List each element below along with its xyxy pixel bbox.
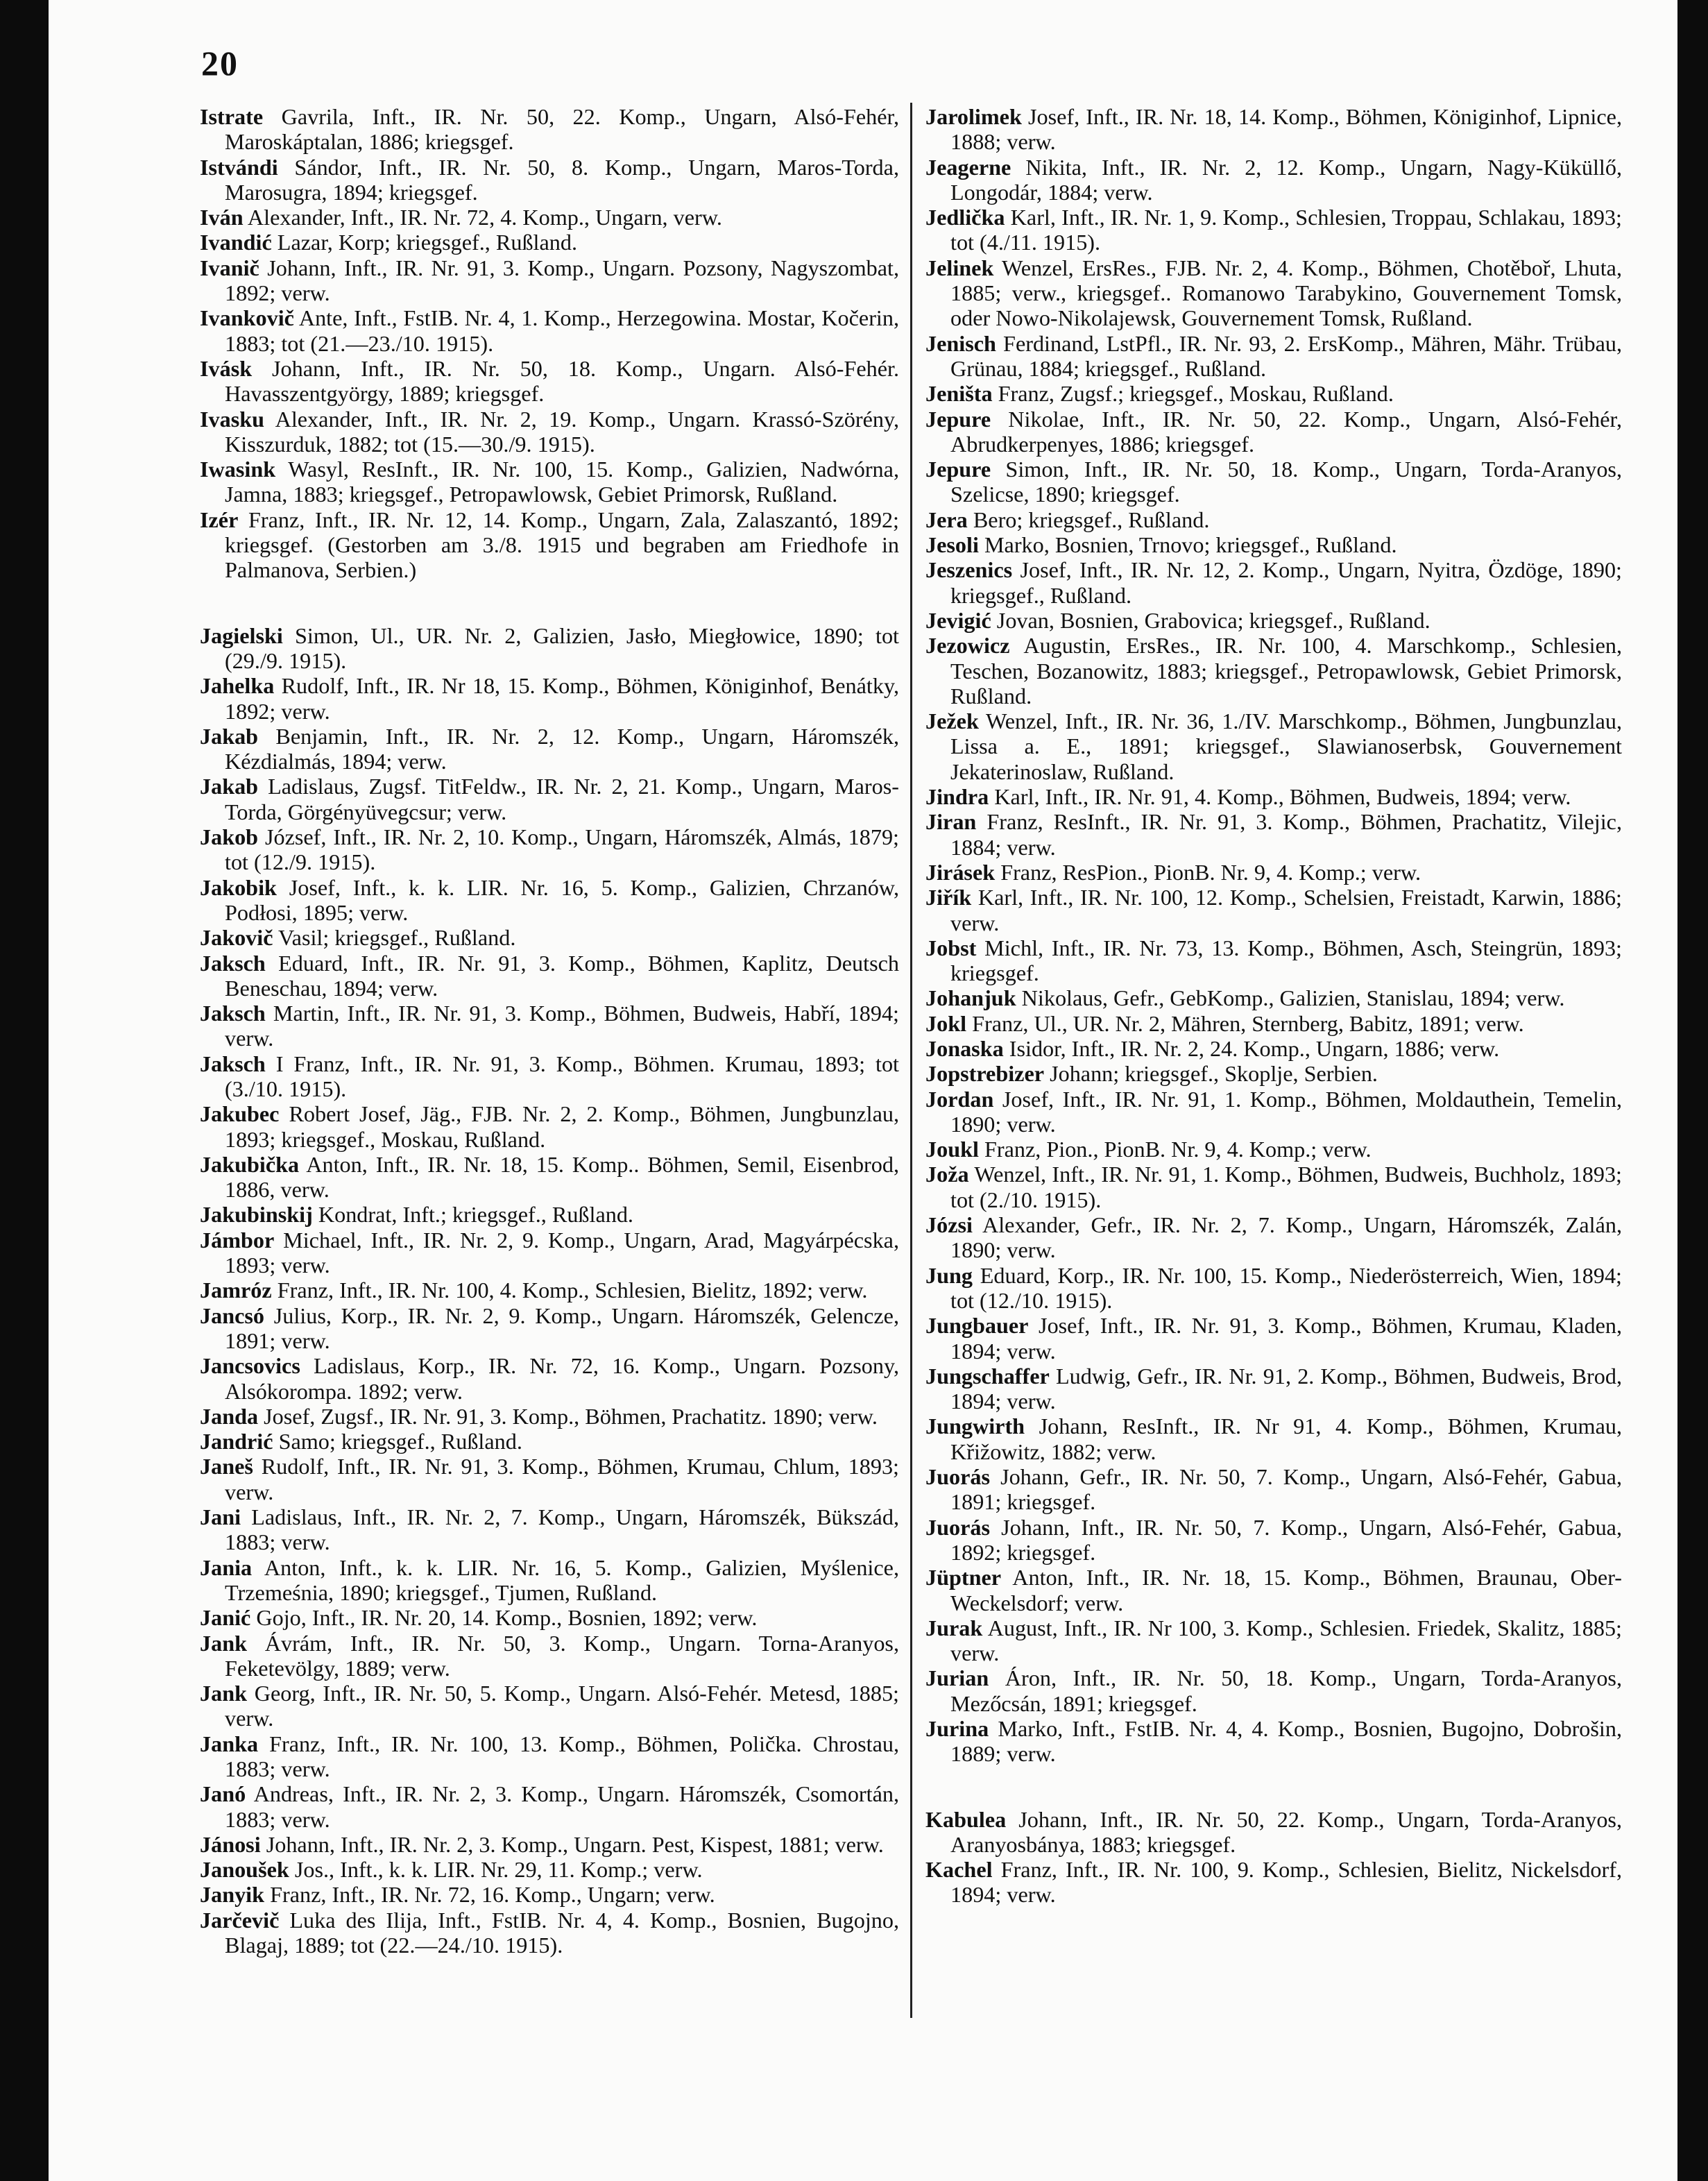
- entry-surname: Janeš: [200, 1454, 253, 1479]
- entry-details: Eduard, Inft., IR. Nr. 91, 3. Komp., Böhmen, Kaplitz, Deutsch Beneschau, 1894; verw.: [225, 950, 899, 1001]
- list-entry: [200, 875, 899, 926]
- entry-surname: Jevigić: [925, 607, 991, 633]
- list-entry: [925, 1515, 1622, 1565]
- list-entry: [925, 1615, 1622, 1666]
- entry-details: Anton, Inft., IR. Nr. 18, 15. Komp., Böhmen, Braunau, Ober-Weckelsdorf; verw.: [950, 1565, 1622, 1615]
- list-entry: [925, 1665, 1622, 1716]
- entry-surname: Jandrić: [200, 1429, 273, 1454]
- list-entry: [925, 860, 1622, 885]
- list-entry: [200, 1278, 899, 1302]
- entry-details: Ávrám, Inft., IR. Nr. 50, 3. Komp., Ungarn. Torna-Aranyos, Feketevölgy, 1889; verw.: [225, 1630, 899, 1681]
- entry-surname: Jiran: [925, 809, 977, 835]
- entry-details: Franz, Inft., IR. Nr. 12, 14. Komp., Ungarn, Zala, Zalaszantó, 1892; kriegsgef. (Gestorben am 3./8. 1915 und begraben am Friedhofe in Palmanova, Serbien.): [225, 507, 899, 583]
- entry-surname: Jarčevič: [200, 1907, 280, 1933]
- entry-details: Georg, Inft., IR. Nr. 50, 5. Komp., Ungarn. Alsó-Fehér. Metesd, 1885; verw.: [225, 1681, 899, 1731]
- list-entry: [925, 985, 1622, 1010]
- entry-surname: Jakubec: [200, 1101, 280, 1127]
- list-entry: [925, 708, 1622, 784]
- entry-surname: Jakab: [200, 774, 259, 799]
- list-entry: [925, 1036, 1622, 1061]
- right-column: [925, 104, 1622, 1908]
- entry-details: Franz, Inft., IR. Nr. 100, 9. Komp., Schlesien, Bielitz, Nickelsdorf, 1894; verw.: [950, 1857, 1622, 1908]
- list-entry: [925, 507, 1622, 532]
- entry-surname: Jeszenics: [925, 557, 1013, 583]
- list-entry: [925, 1212, 1622, 1263]
- entry-details: Ladislaus, Zugsf. TitFeldw., IR. Nr. 2, 21. Komp., Ungarn, Maros-Torda, Görgényüvegcsur; verw.: [225, 774, 899, 824]
- entry-details: Kondrat, Inft.; kriegsgef., Rußland.: [312, 1202, 633, 1228]
- entry-details: Ludwig, Gefr., IR. Nr. 91, 2. Komp., Böhmen, Budweis, Brod, 1894; verw.: [950, 1363, 1622, 1414]
- entry-surname: Jurian: [925, 1665, 989, 1691]
- column-divider: [910, 103, 912, 2018]
- list-entry: [925, 205, 1622, 255]
- right-block-2: [925, 1807, 1622, 1908]
- entry-surname: Ivanič: [200, 255, 259, 280]
- list-entry: [200, 1504, 899, 1555]
- entry-details: Franz, Pion., PionB. Nr. 9, 4. Komp.; verw.: [978, 1137, 1372, 1162]
- list-entry: [200, 1731, 899, 1782]
- list-entry: [200, 255, 899, 306]
- entry-details: Josef, Inft., IR. Nr. 91, 1. Komp., Böhmen, Moldauthein, Temelin, 1890; verw.: [950, 1086, 1622, 1137]
- entry-details: Franz, Inft., IR. Nr. 100, 13. Komp., Böhmen, Polička. Chrostau, 1883; verw.: [225, 1731, 899, 1781]
- entry-details: Nikita, Inft., IR. Nr. 2, 12. Komp., Ungarn, Nagy-Küküllő, Longodár, 1884; verw.: [950, 154, 1622, 205]
- list-entry: [200, 507, 899, 583]
- entry-surname: Jarolimek: [925, 104, 1022, 129]
- entry-details: Jos., Inft., k. k. LIR. Nr. 29, 11. Komp.; verw.: [289, 1857, 703, 1883]
- entry-surname: Kachel: [925, 1857, 993, 1883]
- entry-surname: Jánosi: [200, 1831, 261, 1857]
- entry-surname: Jania: [200, 1554, 253, 1580]
- list-entry: [925, 633, 1622, 708]
- entry-surname: Józsi: [925, 1212, 973, 1238]
- entry-details: Karl, Inft., IR. Nr. 1, 9. Komp., Schlesien, Troppau, Schlakau, 1893; tot (4./11. 1915).: [950, 205, 1622, 255]
- entry-surname: Jakovič: [200, 925, 273, 951]
- entry-surname: Jancsó: [200, 1302, 264, 1328]
- entry-surname: Jahelka: [200, 673, 275, 699]
- entry-details: Sándor, Inft., IR. Nr. 50, 8. Komp., Ungarn, Maros-Torda, Marosugra, 1894; kriegsgef.: [225, 154, 899, 205]
- entry-details: Benjamin, Inft., IR. Nr. 2, 12. Komp., Ungarn, Háromszék, Kézdialmás, 1894; verw.: [225, 723, 899, 774]
- entry-surname: Janó: [200, 1781, 246, 1807]
- entry-surname: Jungschaffer: [925, 1363, 1050, 1389]
- entry-details: Augustin, ErsRes., IR. Nr. 100, 4. Marschkomp., Schlesien, Teschen, Bozanowitz, 1883; kriegsgef., Petropawlowsk, Gebiet Primorsk, Rußland.: [950, 633, 1622, 708]
- entry-details: Alexander, Gefr., IR. Nr. 2, 7. Komp., Ungarn, Háromszék, Zalán, 1890; verw.: [950, 1212, 1622, 1263]
- list-entry: [200, 1555, 899, 1606]
- entry-surname: Jurina: [925, 1716, 989, 1741]
- entry-surname: Jopstrebizer: [925, 1061, 1045, 1087]
- list-entry: [200, 155, 899, 205]
- entry-details: Anton, Inft., k. k. LIR. Nr. 16, 5. Komp., Galizien, Myślenice, Trzemeśnia, 1890; kriegsgef., Tjumen, Rußland.: [225, 1554, 899, 1605]
- entry-surname: Jordan: [925, 1086, 994, 1112]
- entry-surname: Jakob: [200, 824, 259, 850]
- entry-surname: Jank: [200, 1681, 247, 1706]
- entry-surname: Janka: [200, 1731, 259, 1756]
- list-entry: [925, 1716, 1622, 1767]
- entry-details: Josef, Inft., k. k. LIR. Nr. 16, 5. Komp., Galizien, Chrzanów, Podłosi, 1895; verw.: [225, 874, 899, 925]
- list-entry: [200, 1857, 899, 1882]
- list-entry: [200, 457, 899, 507]
- right-block-1: [925, 104, 1622, 1767]
- entry-surname: Jepure: [925, 406, 991, 432]
- entry-details: Johann, Inft., IR. Nr. 50, 18. Komp., Ungarn. Alsó-Fehér. Havasszentgyörgy, 1889; kriegsgef.: [225, 355, 899, 407]
- section-gap: [925, 1767, 1622, 1807]
- entry-surname: Janda: [200, 1403, 259, 1429]
- list-entry: [925, 1364, 1622, 1414]
- list-entry: [200, 407, 899, 457]
- entry-surname: Jungwirth: [925, 1414, 1025, 1439]
- entry-surname: Jaksch: [200, 1051, 266, 1076]
- entry-surname: Ivásk: [200, 355, 253, 381]
- scan-border-right: [1677, 0, 1708, 2181]
- entry-surname: Jungbauer: [925, 1313, 1029, 1339]
- list-entry: [200, 230, 899, 255]
- entry-surname: Janyik: [200, 1882, 265, 1908]
- entry-surname: Jakab: [200, 723, 259, 749]
- list-entry: [200, 1454, 899, 1504]
- list-entry: [925, 1857, 1622, 1908]
- entry-surname: Jedlička: [925, 205, 1005, 230]
- entry-details: August, Inft., IR. Nr 100, 3. Komp., Schlesien. Friedek, Skalitz, 1885; verw.: [950, 1615, 1622, 1666]
- entry-surname: Juorás: [925, 1464, 990, 1490]
- entry-details: Rudolf, Inft., IR. Nr. 91, 3. Komp., Böhmen, Krumau, Chlum, 1893; verw.: [225, 1454, 899, 1504]
- entry-surname: Ježek: [925, 708, 979, 734]
- entry-details: Eduard, Korp., IR. Nr. 100, 15. Komp., Niederösterreich, Wien, 1894; tot (12./10. 1915).: [950, 1262, 1622, 1313]
- entry-details: Wenzel, ErsRes., FJB. Nr. 2, 4. Komp., Böhmen, Chotěboř, Lhuta, 1885; verw., kriegsgef.. Romanowo Tarabykino, Gouvernement Tomsk, oder Nowo-Nikolajewsk, Gouvernement Tomsk, Rußland.: [950, 255, 1622, 331]
- entry-surname: Johanjuk: [925, 985, 1016, 1011]
- entry-details: Julius, Korp., IR. Nr. 2, 9. Komp., Ungarn. Háromszék, Gelencze, 1891; verw.: [225, 1302, 899, 1353]
- entry-surname: Jamróz: [200, 1278, 272, 1303]
- entry-details: I Franz, Inft., IR. Nr. 91, 3. Komp., Böhmen. Krumau, 1893; tot (3./10. 1915).: [225, 1051, 899, 1101]
- entry-details: Alexander, Inft., IR. Nr. 2, 19. Komp., Ungarn. Krassó-Szörény, Kisszurduk, 1882; tot (15.—30./9. 1915).: [225, 406, 899, 457]
- entry-details: Wenzel, Inft., IR. Nr. 36, 1./IV. Marschkomp., Böhmen, Jungbunzlau, Lissa a. E., 1891; kriegsgef., Slawianoserbsk, Gouvernement Jekaterinoslaw, Rußland.: [950, 708, 1622, 784]
- entry-details: Franz, Inft., IR. Nr. 72, 16. Komp., Ungarn; verw.: [264, 1882, 715, 1908]
- entry-details: Luka des Ilija, Inft., FstIB. Nr. 4, 4. Komp., Bosnien, Bugojno, Blagaj, 1889; tot (22.—24./10. 1915).: [225, 1907, 899, 1958]
- list-entry: [925, 1137, 1622, 1162]
- entry-details: Johann, Inft., IR. Nr. 2, 3. Komp., Ungarn. Pest, Kispest, 1881; verw.: [260, 1831, 884, 1857]
- entry-details: Simon, Ul., UR. Nr. 2, Galizien, Jasło, Miegłowice, 1890; tot (29./9. 1915).: [225, 622, 899, 673]
- scan-border-left: [0, 0, 49, 2181]
- entry-details: Ante, Inft., FstIB. Nr. 4, 1. Komp., Herzegowina. Mostar, Kočerin, 1883; tot (21.—23./10. 1915).: [225, 305, 899, 356]
- entry-surname: Iván: [200, 205, 244, 230]
- entry-details: Johann, Inft., IR. Nr. 50, 22. Komp., Ungarn, Torda-Aranyos, Aranyosbánya, 1883; kriegsgef.: [950, 1806, 1622, 1857]
- list-entry: [925, 885, 1622, 935]
- entry-details: Martin, Inft., IR. Nr. 91, 3. Komp., Böhmen, Budweis, Habří, 1894; verw.: [225, 1001, 899, 1051]
- entry-details: Karl, Inft., IR. Nr. 91, 4. Komp., Böhmen, Budweis, 1894; verw.: [989, 784, 1571, 810]
- entry-details: Michl, Inft., IR. Nr. 73, 13. Komp., Böhmen, Asch, Steingrün, 1893; kriegsgef.: [950, 935, 1622, 986]
- list-entry: [200, 1404, 899, 1429]
- list-entry: [200, 1152, 899, 1203]
- list-entry: [925, 809, 1622, 860]
- entry-details: Samo; kriegsgef., Rußland.: [273, 1429, 522, 1454]
- list-entry: [200, 1681, 899, 1731]
- list-entry: [925, 381, 1622, 406]
- entry-surname: Jüptner: [925, 1565, 1002, 1590]
- list-entry: [925, 104, 1622, 155]
- entry-surname: Janić: [200, 1605, 251, 1631]
- entry-surname: Jakobik: [200, 874, 277, 900]
- entry-details: Johann; kriegsgef., Skoplje, Serbien.: [1044, 1061, 1378, 1087]
- entry-surname: Jámbor: [200, 1227, 275, 1253]
- list-entry: [200, 1051, 899, 1102]
- list-entry: [925, 1061, 1622, 1086]
- left-block-1: [200, 104, 899, 583]
- entry-surname: Juorás: [925, 1514, 990, 1540]
- entry-details: Bero; kriegsgef., Rußland.: [967, 507, 1210, 532]
- list-entry: [925, 1313, 1622, 1364]
- entry-surname: Joukl: [925, 1137, 979, 1162]
- list-entry: [925, 1464, 1622, 1515]
- list-entry: [200, 774, 899, 824]
- list-entry: [925, 1011, 1622, 1036]
- entry-surname: Jung: [925, 1262, 973, 1288]
- entry-details: Franz, Zugsf.; kriegsgef., Moskau, Rußland.: [992, 381, 1394, 407]
- entry-surname: Jakubička: [200, 1151, 300, 1177]
- list-entry: [200, 951, 899, 1001]
- list-entry: [200, 305, 899, 356]
- entry-details: Robert Josef, Jäg., FJB. Nr. 2, 2. Komp., Böhmen, Jungbunzlau, 1893; kriegsgef., Moskau, Rußland.: [225, 1101, 899, 1152]
- entry-surname: Istrate: [200, 104, 264, 129]
- entry-surname: Ivasku: [200, 406, 265, 432]
- entry-surname: Jeništa: [925, 381, 993, 407]
- entry-surname: Iwasink: [200, 457, 276, 482]
- entry-surname: Jelinek: [925, 255, 994, 280]
- section-gap: [200, 583, 899, 623]
- entry-surname: Jaksch: [200, 1001, 266, 1026]
- list-entry: [200, 1631, 899, 1681]
- list-entry: [200, 673, 899, 724]
- entry-details: Josef, Inft., IR. Nr. 12, 2. Komp., Ungarn, Nyitra, Özdöge, 1890; kriegsgef., Rußland.: [950, 557, 1622, 608]
- list-entry: [925, 1414, 1622, 1464]
- entry-details: Gojo, Inft., IR. Nr. 20, 14. Komp., Bosnien, 1892; verw.: [250, 1605, 758, 1631]
- entry-details: Ferdinand, LstPfl., IR. Nr. 93, 2. ErsKomp., Mähren, Mähr. Trübau, Grünau, 1884; kriegsgef., Rußland.: [950, 330, 1622, 381]
- list-entry: [200, 1908, 899, 1958]
- entry-details: Nikolaus, Gefr., GebKomp., Galizien, Stanislau, 1894; verw.: [1016, 985, 1565, 1011]
- list-entry: [925, 1263, 1622, 1314]
- entry-details: Franz, Inft., IR. Nr. 100, 4. Komp., Schlesien, Bielitz, 1892; verw.: [271, 1278, 868, 1303]
- entry-surname: Jesoli: [925, 532, 979, 558]
- entry-details: Franz, ResInft., IR. Nr. 91, 3. Komp., Böhmen, Prachatitz, Vilejic, 1884; verw.: [950, 809, 1622, 860]
- left-block-2: [200, 623, 899, 1958]
- entry-details: Isidor, Inft., IR. Nr. 2, 24. Komp., Ungarn, 1886; verw.: [1003, 1035, 1500, 1061]
- entry-details: Simon, Inft., IR. Nr. 50, 18. Komp., Ungarn, Torda-Aranyos, Szelicse, 1890; kriegsgef.: [950, 457, 1622, 507]
- list-entry: [925, 1565, 1622, 1615]
- entry-surname: Jurak: [925, 1615, 983, 1640]
- entry-details: Johann, Gefr., IR. Nr. 50, 7. Komp., Ungarn, Alsó-Fehér, Gabua, 1891; kriegsgef.: [950, 1464, 1622, 1515]
- entry-details: Rudolf, Inft., IR. Nr 18, 15. Komp., Böhmen, Königinhof, Benátky, 1892; verw.: [225, 673, 899, 724]
- list-entry: [925, 557, 1622, 608]
- entry-details: Wenzel, Inft., IR. Nr. 91, 1. Komp., Böhmen, Budweis, Buchholz, 1893; tot (2./10. 1915).: [950, 1162, 1622, 1212]
- list-entry: [925, 1162, 1622, 1212]
- list-entry: [200, 1353, 899, 1404]
- list-entry: [200, 623, 899, 674]
- list-entry: [200, 724, 899, 774]
- entry-details: Alexander, Inft., IR. Nr. 72, 4. Komp., Ungarn, verw.: [243, 205, 722, 230]
- entry-details: Josef, Inft., IR. Nr. 18, 14. Komp., Böhmen, Königinhof, Lipnice, 1888; verw.: [950, 104, 1622, 155]
- list-entry: [925, 407, 1622, 457]
- entry-details: Nikolae, Inft., IR. Nr. 50, 22. Komp., Ungarn, Alsó-Fehér, Abrudkerpenyes, 1886; kriegsgef.: [950, 406, 1622, 457]
- list-entry: [200, 1303, 899, 1354]
- list-entry: [200, 1429, 899, 1454]
- entry-details: Johann, Inft., IR. Nr. 91, 3. Komp., Ungarn. Pozsony, Nagyszombat, 1892; verw.: [225, 255, 899, 306]
- entry-surname: Jenisch: [925, 330, 996, 356]
- entry-surname: Ivankovič: [200, 305, 294, 331]
- entry-details: Josef, Zugsf., IR. Nr. 91, 3. Komp., Böhmen, Prachatitz. 1890; verw.: [258, 1403, 878, 1429]
- list-entry: [925, 255, 1622, 331]
- entry-details: Lazar, Korp; kriegsgef., Rußland.: [271, 230, 578, 255]
- entry-details: Marko, Inft., FstIB. Nr. 4, 4. Komp., Bosnien, Bugojno, Dobrošin, 1889; verw.: [950, 1716, 1622, 1767]
- entry-details: Karl, Inft., IR. Nr. 100, 12. Komp., Schelsien, Freistadt, Karwin, 1886; verw.: [950, 885, 1622, 935]
- entry-surname: Jokl: [925, 1010, 967, 1036]
- list-entry: [925, 784, 1622, 809]
- list-entry: [200, 205, 899, 230]
- entry-details: Ladislaus, Inft., IR. Nr. 2, 7. Komp., Ungarn, Háromszék, Bükszád, 1883; verw.: [225, 1504, 899, 1555]
- entry-surname: Jeagerne: [925, 154, 1011, 180]
- entry-surname: Jagielski: [200, 622, 283, 648]
- entry-surname: Istvándi: [200, 154, 278, 180]
- entry-details: Josef, Inft., IR. Nr. 91, 3. Komp., Böhmen, Krumau, Kladen, 1894; verw.: [950, 1313, 1622, 1364]
- entry-surname: Jirásek: [925, 859, 996, 885]
- entry-details: Marko, Bosnien, Trnovo; kriegsgef., Rußland.: [978, 532, 1397, 558]
- list-entry: [200, 1001, 899, 1051]
- list-entry: [200, 1781, 899, 1832]
- list-entry: [925, 1807, 1622, 1858]
- list-entry: [200, 1882, 899, 1907]
- list-entry: [925, 331, 1622, 382]
- entry-surname: Jindra: [925, 784, 989, 810]
- entry-surname: Jakubinskij: [200, 1202, 313, 1228]
- list-entry: [200, 1101, 899, 1152]
- entry-details: Wasyl, ResInft., IR. Nr. 100, 15. Komp., Galizien, Nadwórna, Jamna, 1883; kriegsgef., Petropawlowsk, Gebiet Primorsk, Rußland.: [225, 457, 899, 507]
- list-entry: [200, 356, 899, 407]
- entry-surname: Joža: [925, 1162, 969, 1187]
- entry-surname: Jobst: [925, 935, 977, 960]
- list-entry: [200, 1202, 899, 1227]
- list-entry: [925, 1087, 1622, 1137]
- entry-details: Ladislaus, Korp., IR. Nr. 72, 16. Komp., Ungarn. Pozsony, Alsókorompa. 1892; verw.: [225, 1353, 899, 1404]
- entry-surname: Janoušek: [200, 1857, 289, 1883]
- list-entry: [200, 925, 899, 950]
- entry-details: Michael, Inft., IR. Nr. 2, 9. Komp., Ungarn, Arad, Magyárpécska, 1893; verw.: [225, 1227, 899, 1278]
- entry-details: Andreas, Inft., IR. Nr. 2, 3. Komp., Ungarn. Háromszék, Csomortán, 1883; verw.: [225, 1781, 899, 1832]
- entry-details: Vasil; kriegsgef., Rußland.: [273, 925, 516, 951]
- entry-surname: Jaksch: [200, 950, 266, 976]
- entry-surname: Kabulea: [925, 1806, 1007, 1832]
- entry-surname: Jezowicz: [925, 633, 1010, 659]
- list-entry: [925, 155, 1622, 205]
- list-entry: [200, 824, 899, 875]
- entry-surname: Izér: [200, 507, 239, 532]
- page-number: 20: [201, 44, 239, 83]
- list-entry: [200, 104, 899, 155]
- list-entry: [925, 935, 1622, 986]
- list-entry: [200, 1605, 899, 1630]
- entry-details: Johann, Inft., IR. Nr. 50, 7. Komp., Ungarn, Alsó-Fehér, Gabua, 1892; kriegsgef.: [950, 1514, 1622, 1565]
- entry-surname: Jani: [200, 1504, 241, 1530]
- entry-surname: Jiřík: [925, 885, 972, 910]
- left-column: [200, 104, 899, 1958]
- entry-details: Anton, Inft., IR. Nr. 18, 15. Komp.. Böhmen, Semil, Eisenbrod, 1886, verw.: [225, 1151, 899, 1203]
- entry-surname: Jank: [200, 1630, 247, 1656]
- entry-surname: Jera: [925, 507, 968, 532]
- entry-surname: Jonaska: [925, 1035, 1004, 1061]
- entry-details: Áron, Inft., IR. Nr. 50, 18. Komp., Ungarn, Torda-Aranyos, Mezőcsán, 1891; kriegsgef.: [950, 1665, 1622, 1716]
- entry-details: Gavrila, Inft., IR. Nr. 50, 22. Komp., Ungarn, Alsó-Fehér, Maroskáptalan, 1886; kriegsgef.: [225, 104, 899, 155]
- list-entry: [925, 532, 1622, 557]
- list-entry: [200, 1832, 899, 1857]
- entry-details: József, Inft., IR. Nr. 2, 10. Komp., Ungarn, Háromszék, Almás, 1879; tot (12./9. 1915).: [225, 824, 899, 875]
- entry-details: Jovan, Bosnien, Grabovica; kriegsgef., Rußland.: [991, 607, 1431, 633]
- entry-surname: Jepure: [925, 457, 991, 482]
- list-entry: [925, 457, 1622, 507]
- entry-details: Franz, ResPion., PionB. Nr. 9, 4. Komp.; verw.: [995, 859, 1421, 885]
- list-entry: [200, 1228, 899, 1278]
- entry-details: Johann, ResInft., IR. Nr 91, 4. Komp., Böhmen, Krumau, Křižowitz, 1882; verw.: [950, 1414, 1622, 1464]
- entry-details: Franz, Ul., UR. Nr. 2, Mähren, Sternberg, Babitz, 1891; verw.: [966, 1010, 1524, 1036]
- list-entry: [925, 608, 1622, 633]
- entry-surname: Jancsovics: [200, 1353, 300, 1379]
- entry-surname: Ivandić: [200, 230, 272, 255]
